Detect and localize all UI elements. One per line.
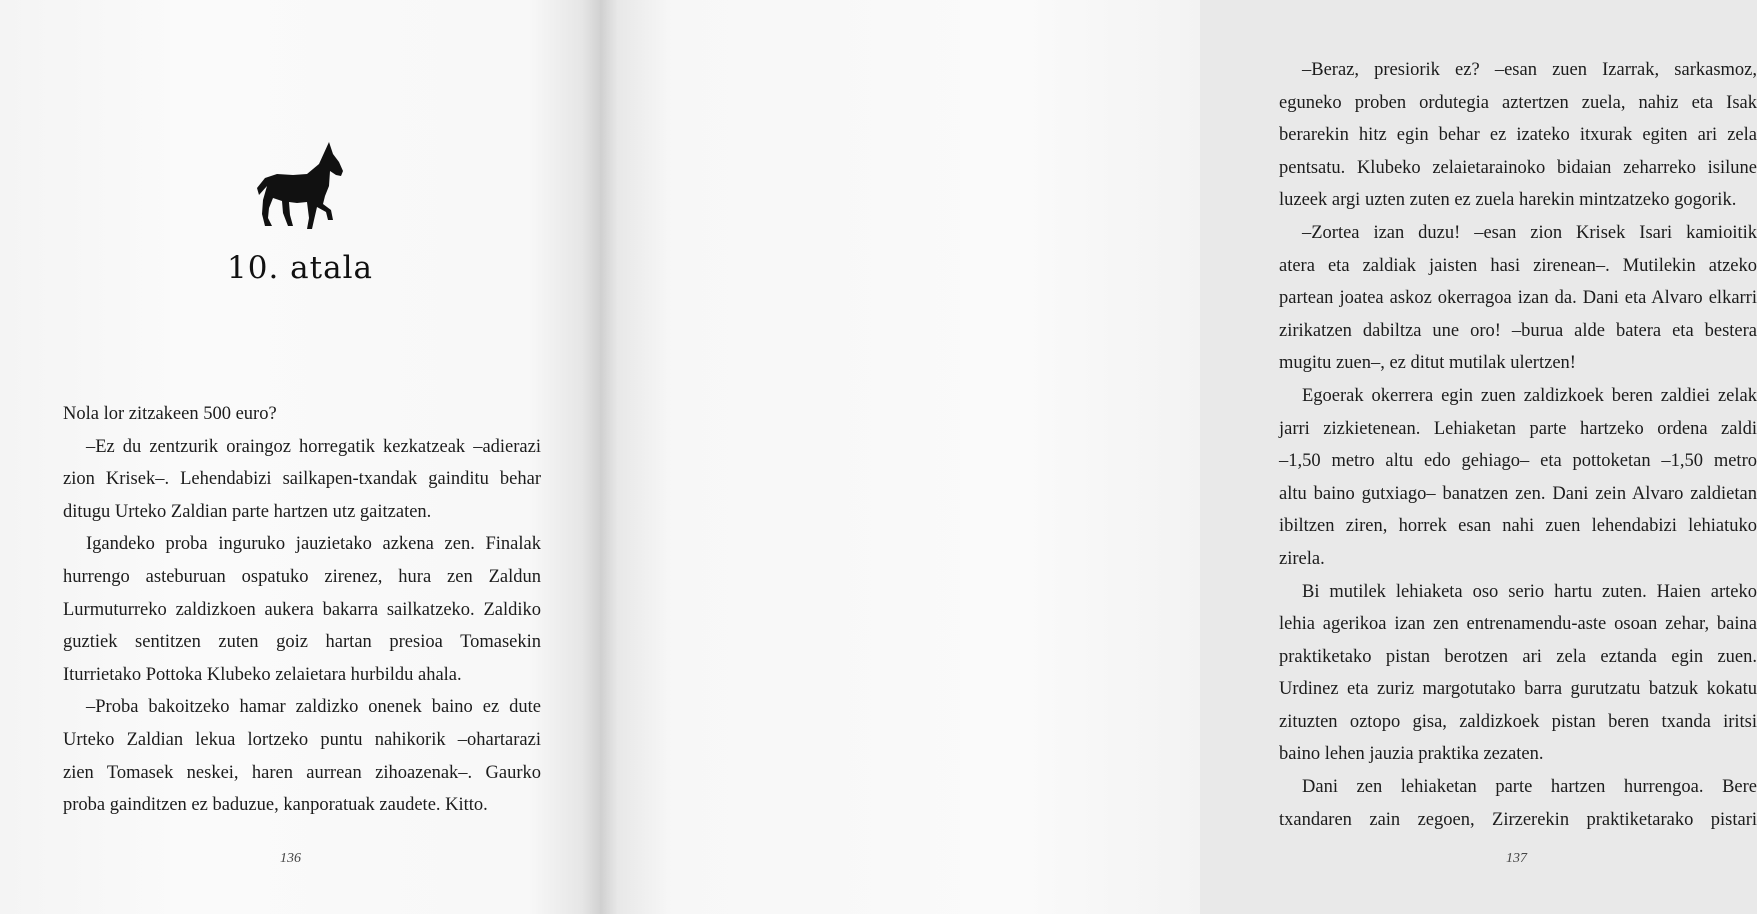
text-line: partean joatea askoz okerragoa izan da. Dani eta Alvaro elkarri: [1279, 288, 1757, 309]
text-line: –Beraz, presiorik ez? –esan zuen Izarrak, sarkasmoz,: [1302, 60, 1757, 80]
text-line: zirikatzen dabiltza une oro! –burua alde batera eta bestera: [1279, 320, 1757, 341]
text-line: luzeek argi uzten zuten ez zuela harekin mintzatzeko gogorik.: [1279, 190, 1737, 211]
text-line: Urteko Zaldian lekua lortzeko puntu nahikorik –ohartarazi: [63, 729, 541, 750]
text-line: pentsatu. Klubeko zelaietarainoko bidaian zeharreko isilune: [1279, 157, 1757, 178]
page-number: 137: [1506, 851, 1527, 866]
text-line: Bi mutilek lehiaketa oso serio hartu zuten. Haien arteko: [1302, 581, 1757, 602]
text-line: guztiek sentitzen zuten goiz hartan presioa Tomasekin: [63, 632, 541, 653]
text-line: Urdinez eta zuriz margotutako barra gurutzatu batzuk kokatu: [1279, 679, 1757, 700]
text-line: –1,50 metro altu edo gehiago– eta pottoketan –1,50 metro: [1279, 451, 1757, 472]
text-line: –Proba bakoitzeko hamar zaldizko onenek baino ez dute: [86, 697, 541, 718]
text-line: baino lehen jauzia praktika zezaten.: [1279, 744, 1544, 765]
text-line: zirela.: [1279, 548, 1325, 569]
text-line: zien Tomasek neskei, haren aurrean zihoazenak–. Gaurko: [63, 762, 541, 783]
text-line: proba gainditzen ez baduzue, kanporatuak zaudete. Kitto.: [63, 795, 488, 816]
right-page: [600, 0, 1757, 914]
text-line: jarri zizkietenean. Lehiaketan parte hartzeko ordena zaldi: [1279, 418, 1757, 439]
text-line: Igandeko proba inguruko jauzietako azkena zen. Finalak: [86, 534, 541, 555]
text-line: berarekin hitz egin behar ez izateko itxurak egiten ari zela: [1279, 125, 1757, 146]
chapter-title: 10. atala: [227, 250, 373, 286]
text-line: zion Krisek–. Lehendabizi sailkapen-txandak gainditu behar: [63, 469, 541, 490]
text-line: eguneko proben ordutegia aztertzen zuela, nahiz eta Isak: [1279, 92, 1757, 113]
text-line: Lurmuturreko zaldizkoen aukera bakarra sailkatzeko. Zaldiko: [63, 599, 541, 620]
text-line: hurrengo asteburuan ospatuko zirenez, hura zen Zaldun: [63, 566, 541, 587]
text-line: lehia agerikoa izan zen entrenamendu-aste osoan zehar, baina: [1279, 614, 1757, 635]
text-line: ditugu Urteko Zaldian parte hartzen utz gaitzaten.: [63, 501, 432, 522]
left-page: [0, 0, 600, 914]
left-body-text: [63, 398, 541, 822]
text-line: atera eta zaldiak jaisten hasi zirenean–. Mutilekin atzeko: [1279, 255, 1757, 276]
text-line: Iturrietako Pottoka Klubeko zelaietara hurbildu ahala.: [63, 664, 462, 685]
text-line: Egoerak okerrera egin zuen zaldizkoek beren zaldiei zelak: [1302, 385, 1757, 406]
text-line: –Zortea izan duzu! –esan zion Krisek Isari kamioitik: [1302, 222, 1757, 243]
right-body-text: [1279, 54, 1757, 836]
text-line: Nola lor zitzakeen 500 euro?: [63, 404, 277, 424]
text-line: altu baino gutxiago– banatzen zen. Dani zein Alvaro zaldietan: [1279, 483, 1757, 504]
text-line: praktiketako pistan berotzen ari zela eztanda egin zuen.: [1279, 646, 1757, 667]
text-line: Dani zen lehiaketan parte hartzen hurrengoa. Bere: [1302, 777, 1757, 798]
text-line: –Ez du zentzurik oraingoz horregatik kezkatzeak –adierazi: [86, 436, 541, 457]
page-number: 136: [280, 851, 301, 866]
text-line: ibiltzen ziren, horrek esan nahi zuen lehendabizi lehiatuko: [1279, 516, 1757, 537]
text-line: zituzten oztopo gisa, zaldizkoek pistan beren txanda iritsi: [1279, 711, 1757, 732]
text-line: txandaren zain zegoen, Zirzerekin praktiketarako pistari: [1279, 809, 1757, 830]
horse-icon: [257, 140, 343, 232]
text-line: mugitu zuen–, ez ditut mutilak ulertzen!: [1279, 353, 1576, 374]
